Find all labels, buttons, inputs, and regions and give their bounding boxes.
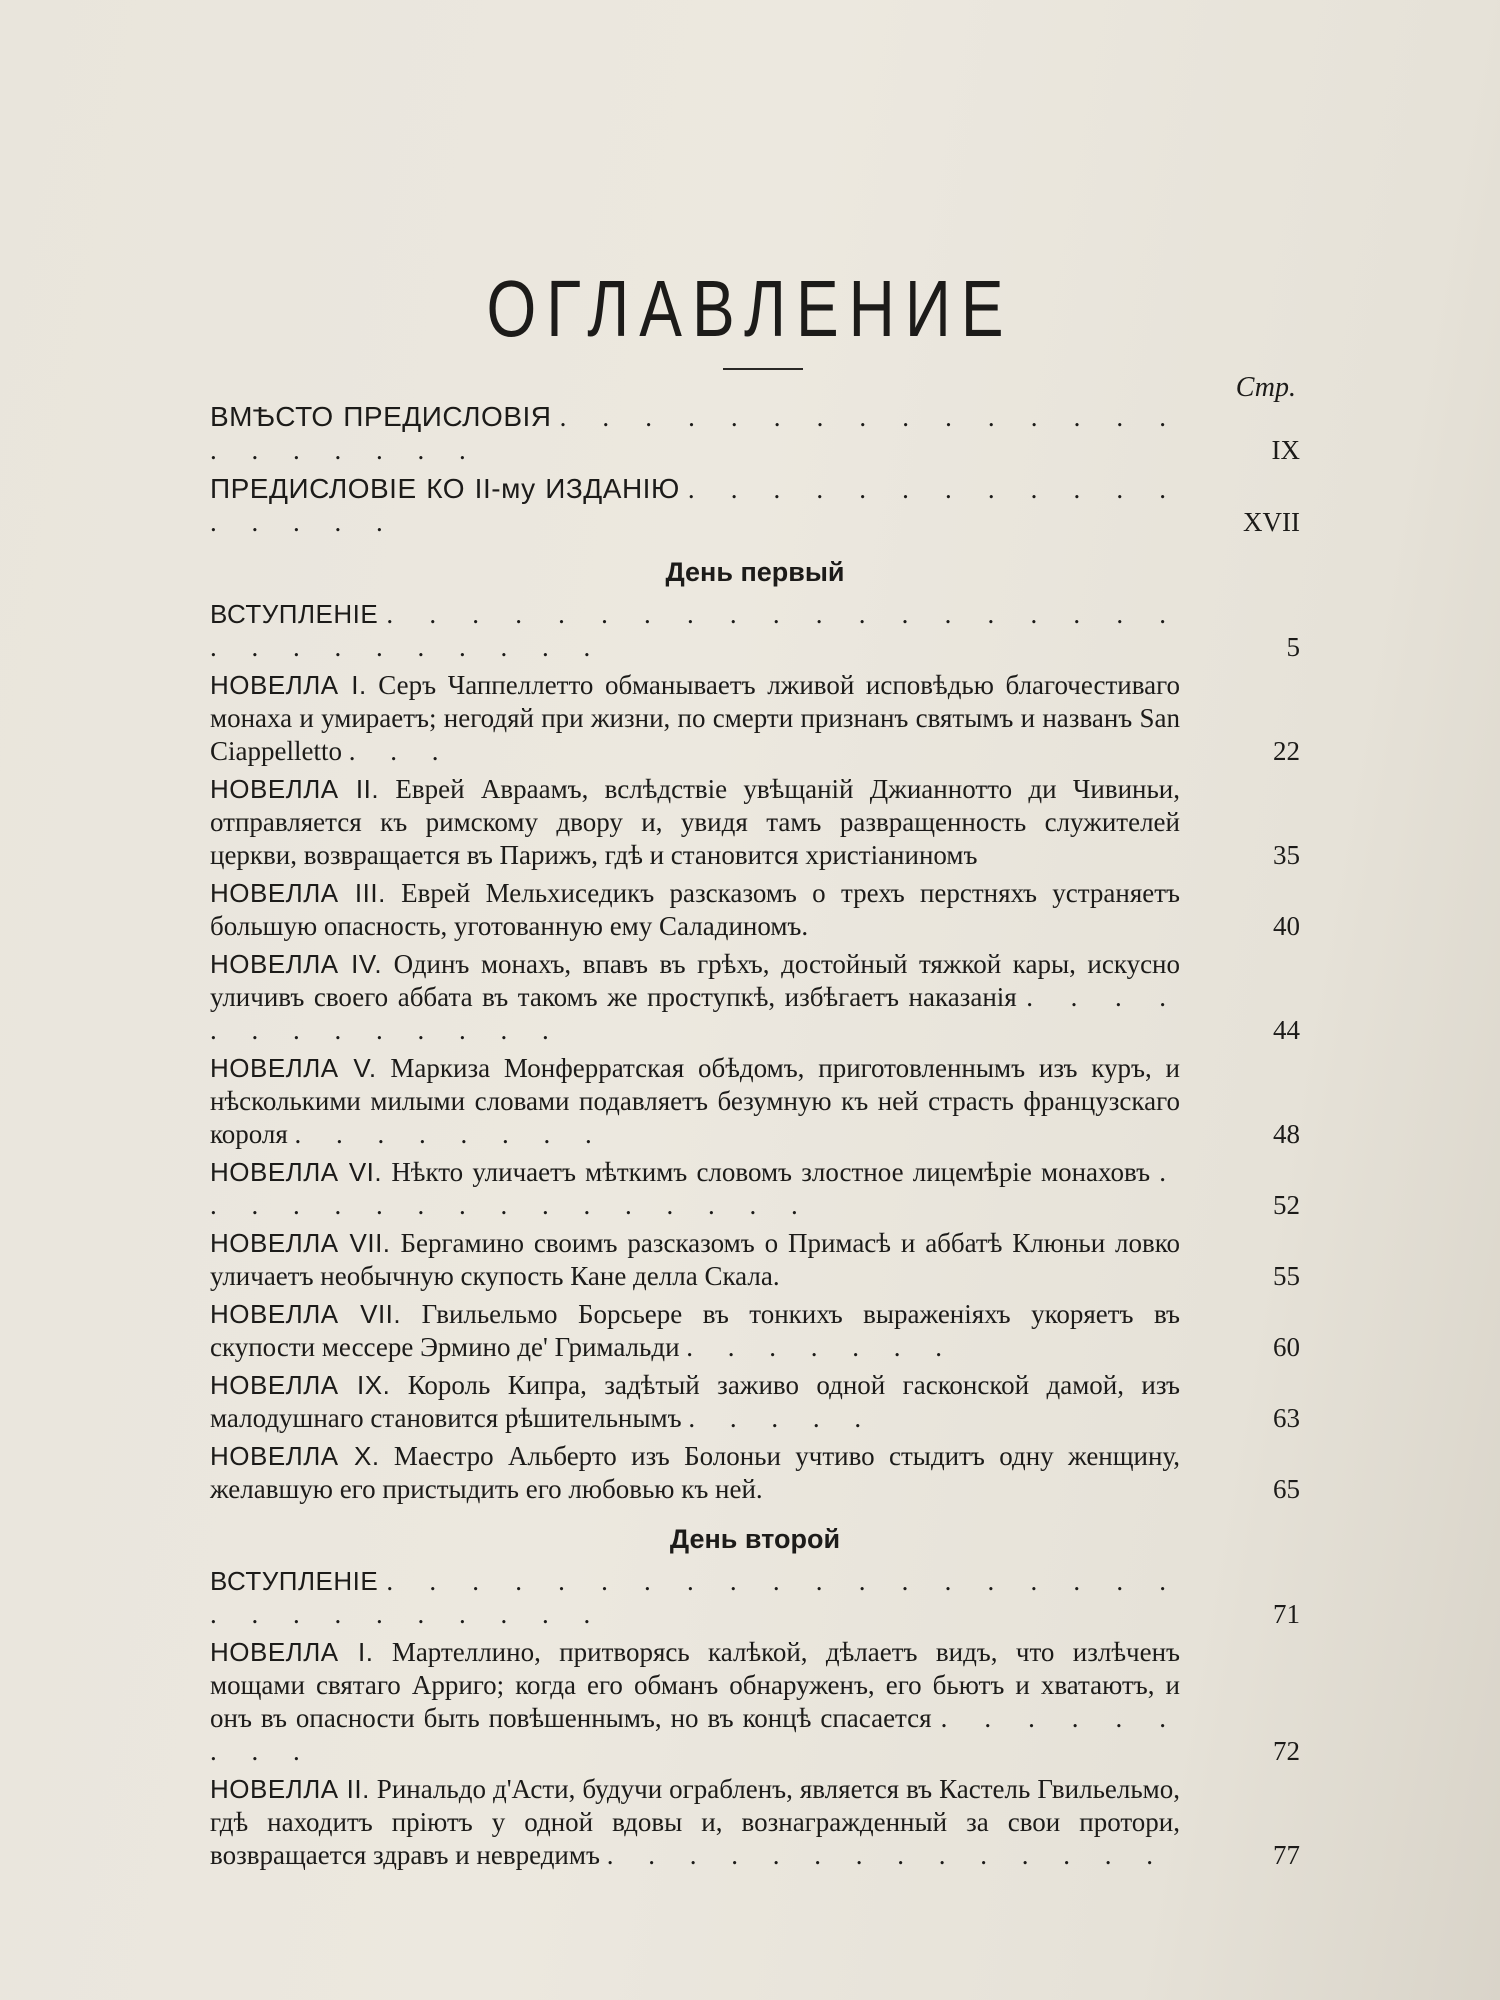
page-number: 52: [1273, 1190, 1300, 1220]
toc-entry-novella: НОВЕЛЛА VI. Нѣкто уличаетъ мѣткимъ словомъ злостное лицемѣріе монаховъ . . . . . . . . . . . . . . . . 52: [210, 1157, 1300, 1220]
toc-entry-novella: [210, 1227, 1300, 1293]
entry-label: НОВЕЛЛА II.: [210, 774, 380, 804]
title-rule: [723, 368, 803, 370]
entry-label: НОВЕЛЛА II.: [210, 1774, 370, 1804]
page-number: 55: [1273, 1261, 1300, 1291]
entry-label: ПРЕДИСЛОВІЕ КО II-му ИЗДАНІЮ: [210, 473, 680, 504]
toc-entry-novella: НОВЕЛЛА IX. Король Кипра, задѣтый заживо одной гасконской дамой, изъ малодушнаго становится рѣшительнымъ . . . . . 63: [210, 1370, 1300, 1433]
page-number: 77: [1273, 1840, 1300, 1870]
page-number: 48: [1273, 1119, 1300, 1149]
toc-entry-intro: [210, 598, 1300, 664]
entry-label: ВСТУПЛЕНІЕ: [210, 1566, 379, 1596]
entry-text: Король Кипра, задѣтый заживо одной гасконской дамой, изъ малодушнаго становится рѣшительнымъ: [210, 1370, 1181, 1433]
page-number: 44: [1273, 1015, 1300, 1045]
toc-entry-foreword: [210, 400, 1300, 467]
entry-label: НОВЕЛЛА V.: [210, 1053, 377, 1083]
day-heading: День первый: [665, 557, 845, 587]
page-number: 60: [1273, 1332, 1300, 1362]
entry-label: ВМѢСТО ПРЕДИСЛОВІЯ: [210, 401, 552, 432]
entry-text: Нѣкто уличаетъ мѣткимъ словомъ злостное лицемѣріе монаховъ: [391, 1157, 1151, 1187]
entry-label: НОВЕЛЛА IV.: [210, 949, 383, 979]
leader-dots: . . . . . . . . . . . . . . . . . . . . . . . . . . . . .: [210, 599, 1181, 662]
entry-text: Еврей Авраамъ, вслѣдствіе увѣщаній Джианнотто ди Чивиньи, отправляется къ римскому двору и, увидя тамъ развращенность служителей церкви, возвращается въ Парижъ, гдѣ и становится христіаниномъ: [210, 774, 1181, 870]
toc-entry-novella: НОВЕЛЛА VII. Гвильельмо Борсьере въ тонкихъ выраженіяхъ укоряетъ въ скупости мессере Эрмино де' Гримальди . . . . . . . 60: [210, 1299, 1300, 1362]
toc-entry-novella: НОВЕЛЛА I. Мартеллино, притворясь калѣкой, дѣлаетъ видъ, что излѣченъ мощами святаго Арриго; когда его обманъ обнаруженъ, его бьютъ и хватаютъ, и онъ въ опасности быть повѣшеннымъ, но въ концѣ спасается . . . . . . . . . 72: [210, 1637, 1300, 1766]
entry-label: НОВЕЛЛА VII.: [210, 1299, 402, 1329]
toc-entry-novella: [210, 877, 1300, 943]
toc-entry-novella: [210, 773, 1300, 872]
page-number: 22: [1273, 736, 1300, 766]
entry-label: НОВЕЛЛА X.: [210, 1441, 380, 1471]
entry-label: НОВЕЛЛА I.: [210, 670, 367, 700]
table-of-contents: [210, 400, 1300, 1877]
page-number: IX: [1271, 435, 1300, 465]
page-column-label: Стр.: [1235, 372, 1296, 403]
toc-entry-novella: НОВЕЛЛА I. Серъ Чаппеллетто обманываетъ лживой исповѣдью благочестиваго монаха и умираетъ; негодяй при жизни, по смерти признанъ святымъ и названъ San Ciappelletto . . . 22: [210, 670, 1300, 766]
entry-text: Мартеллино, притворясь калѣкой, дѣлаетъ видъ, что излѣченъ мощами святаго Арриго; когда его обманъ обнаруженъ, его бьютъ и хватаютъ, и онъ въ опасности быть повѣшеннымъ, но въ концѣ спасается: [210, 1637, 1180, 1733]
toc-entry-novella: НОВЕЛЛА IV. Одинъ монахъ, впавъ въ грѣхъ, достойный тяжкой кары, искусно уличивъ своего аббата въ такомъ же проступкѣ, избѣгаетъ наказанія . . . . . . . . . . . . . 44: [210, 949, 1300, 1045]
entry-label: НОВЕЛЛА IX.: [210, 1370, 391, 1400]
page-number: 40: [1273, 911, 1300, 941]
entry-text: Бергамино своимъ разсказомъ о Примасѣ и аббатѣ Клюньи ловко уличаетъ необычную скупость Кане делла Скала.: [210, 1228, 1181, 1291]
page-number: 71: [1273, 1599, 1300, 1629]
page-title: ОГЛАВЛЕНИЕ: [486, 263, 1014, 354]
entry-text: Ринальдо д'Асти, будучи ограбленъ, является въ Кастель Гвильельмо, гдѣ находитъ пріютъ у одной вдовы и, вознагражденный за свои протори, возвращается здравъ и невредимъ: [210, 1774, 1180, 1870]
page-number: 65: [1273, 1474, 1300, 1504]
toc-entry-novella: НОВЕЛЛА II. Ринальдо д'Асти, будучи ограбленъ, является въ Кастель Гвильельмо, гдѣ находитъ пріютъ у одной вдовы и, вознагражденный за свои протори, возвращается здравъ и невредимъ . . . . . . . . . . . . . . 77: [210, 1774, 1300, 1870]
leader-dots: . . . . . . . . . . . . . . . . .: [210, 474, 1181, 537]
toc-entry-preface-2nd: [210, 472, 1300, 539]
page-number: 63: [1273, 1403, 1300, 1433]
toc-entry-novella: НОВЕЛЛА V. Маркиза Монферратская обѣдомъ, приготовленнымъ изъ куръ, и нѣсколькими милыми словами подавляетъ безумную къ ней страсть французскаго короля . . . . . . . . 48: [210, 1053, 1300, 1149]
day-heading: День второй: [669, 1524, 841, 1554]
entry-text: Еврей Мельхиседикъ разсказомъ о трехъ перстняхъ устраняетъ большую опасность, уготованную ему Саладиномъ.: [210, 878, 1180, 941]
entry-label: НОВЕЛЛА VI.: [210, 1157, 383, 1187]
toc-entry-novella: [210, 1440, 1300, 1506]
entry-label: НОВЕЛЛА III.: [210, 878, 386, 908]
entry-text: Маркиза Монферратская обѣдомъ, приготовленнымъ изъ куръ, и нѣсколькими милыми словами подавляетъ безумную къ ней страсть французскаго короля: [210, 1053, 1180, 1149]
leader-dots: . . . . . . . . . . . . . . . . . . . . . .: [210, 402, 1181, 465]
page-number: 72: [1273, 1736, 1300, 1766]
page-number: 35: [1273, 840, 1300, 870]
leader-dots: . . . . . . . . . . . . . . . . . . . . . . . . . . . . .: [210, 1566, 1181, 1629]
entry-label: ВСТУПЛЕНІЕ: [210, 599, 379, 629]
page-number: 5: [1286, 632, 1300, 662]
entry-label: НОВЕЛЛА I.: [210, 1637, 374, 1667]
entry-text: Маестро Альберто изъ Болоньи учтиво стыдитъ одну женщину, желавшую его пристыдить его любовью къ ней.: [210, 1441, 1180, 1504]
toc-entry-intro: [210, 1565, 1300, 1631]
entry-text: Серъ Чаппеллетто обманываетъ лживой исповѣдью благочестиваго монаха и умираетъ; негодяй при жизни, по смерти признанъ святымъ и названъ San Ciappelletto: [210, 670, 1180, 766]
entry-text: Гвильельмо Борсьере въ тонкихъ выраженіяхъ укоряетъ въ скупости мессере Эрмино де' Гримальди: [210, 1299, 1181, 1362]
page-number: XVII: [1243, 507, 1300, 537]
entry-label: НОВЕЛЛА VII.: [210, 1228, 391, 1258]
entry-text: Одинъ монахъ, впавъ въ грѣхъ, достойный тяжкой кары, искусно уличивъ своего аббата въ такомъ же проступкѣ, избѣгаетъ наказанія: [210, 949, 1180, 1012]
